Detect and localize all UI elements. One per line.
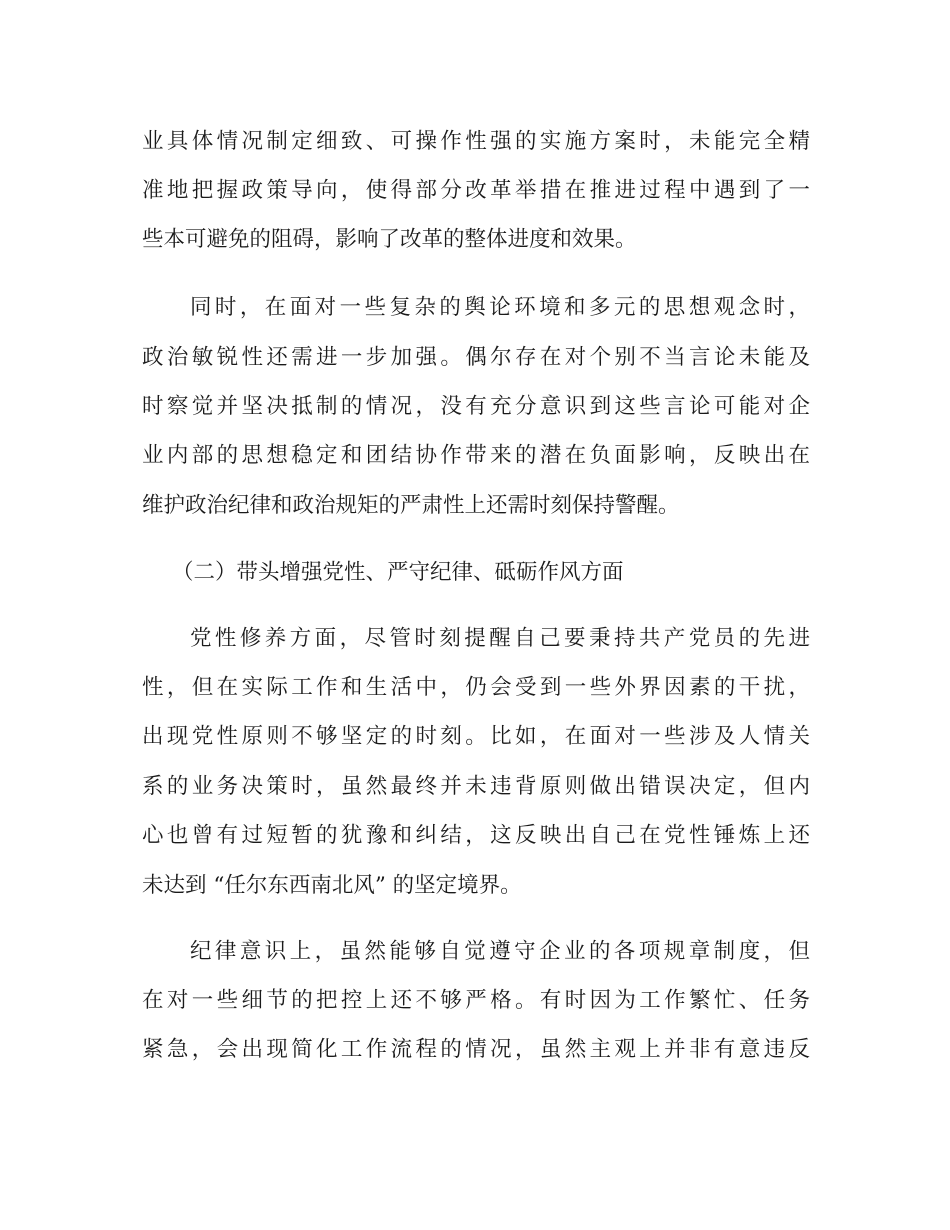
body-text-line: 政治敏锐性还需进一步加强。偶尔存在对个别不当言论未能及 [142, 345, 810, 370]
body-text-line: 心也曾有过短暂的犹豫和纠结，这反映出自己在党性锤炼上还 [142, 823, 810, 848]
body-text-line: 业内部的思想稳定和团结协作带来的潜在负面影响，反映出在 [142, 443, 810, 468]
section-heading: （二）带头增强党性、严守纪律、砥砺作风方面 [172, 560, 624, 585]
body-text-line: 同时，在面对一些复杂的舆论环境和多元的思想观念时， [190, 295, 810, 320]
body-text-line: 系的业务决策时，虽然最终并未违背原则做出错误决定，但内 [142, 774, 810, 799]
body-text-line: 准地把握政策导向，使得部分改革举措在推进过程中遇到了一 [142, 178, 810, 203]
body-text-line: 紧急，会出现简化工作流程的情况，虽然主观上并非有意违反 [142, 1037, 810, 1062]
body-text-line: 维护政治纪律和政治规矩的严肃性上还需时刻保持警醒。 [142, 493, 680, 518]
body-text-line: 性，但在实际工作和生活中，仍会受到一些外界因素的干扰， [142, 675, 810, 700]
body-text-line: 在对一些细节的把控上还不够严格。有时因为工作繁忙、任务 [142, 988, 810, 1013]
body-text-line: 些本可避免的阻碍，影响了改革的整体进度和效果。 [142, 227, 637, 252]
body-text-line: 党性修养方面，尽管时刻提醒自己要秉持共产党员的先进 [190, 626, 810, 651]
body-text-line: 业具体情况制定细致、可操作性强的实施方案时，未能完全精 [142, 129, 810, 154]
body-text-line: 出现党性原则不够坚定的时刻。比如，在面对一些涉及人情关 [142, 724, 810, 749]
body-text-line: 未达到 “任尔东西南北风” 的坚定境界。 [142, 873, 522, 898]
body-text-line: 纪律意识上，虽然能够自觉遵守企业的各项规章制度，但 [190, 939, 810, 964]
body-text-line: 时察觉并坚决抵制的情况，没有充分意识到这些言论可能对企 [142, 394, 810, 419]
